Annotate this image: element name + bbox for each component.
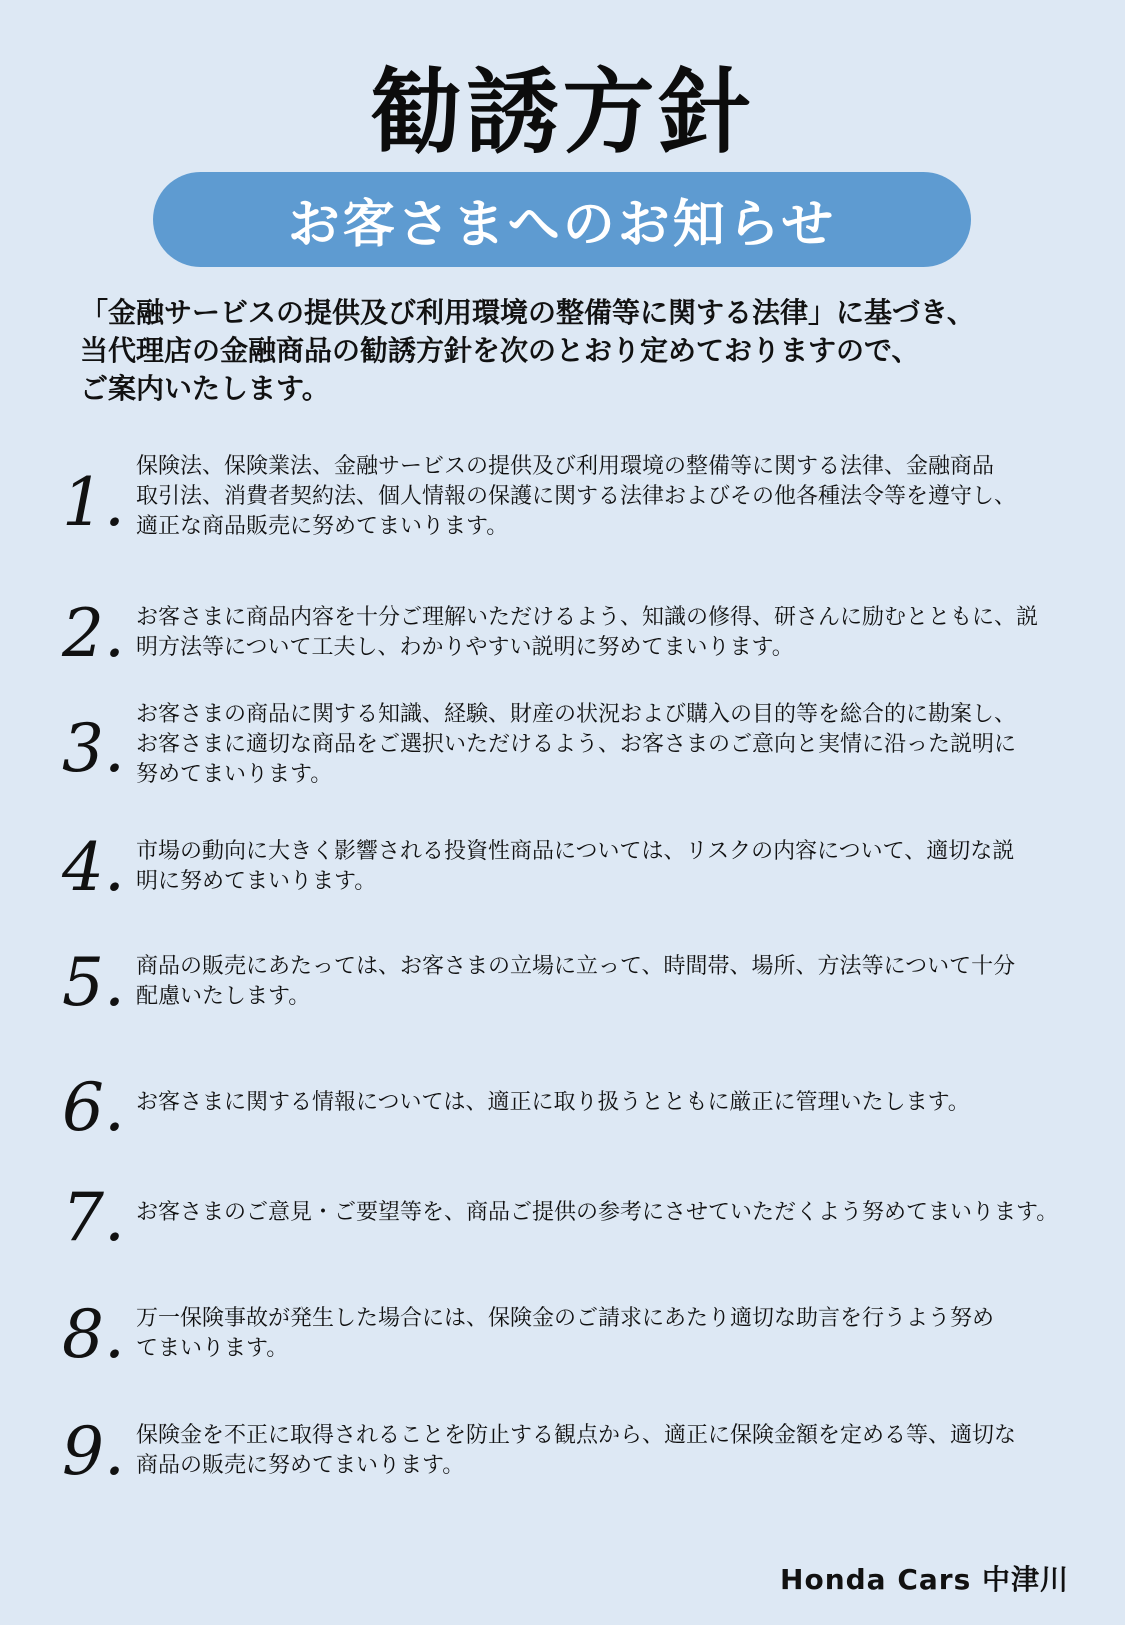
policy-item-text <box>136 952 1102 1012</box>
policy-item-number: 8. <box>62 1296 125 1373</box>
policy-item-text <box>136 1304 1102 1364</box>
policy-item-line: お客さまのご意見・ご要望等を、商品ご提供の参考にさせていただくよう努めてまいります。 <box>136 1200 1059 1225</box>
policy-item-number: 7. <box>62 1179 125 1256</box>
policy-item-line: 配慮いたします。 <box>136 984 311 1009</box>
policy-item-line: 保険法、保険業法、金融サービスの提供及び利用環境の整備等に関する法律、金融商品 <box>136 454 995 479</box>
policy-item-line: お客さまに商品内容を十分ご理解いただけるよう、知識の修得、研さんに励むとともに、説 <box>136 605 1039 630</box>
page-title: 勧誘方針 <box>370 59 755 166</box>
policy-item-text <box>136 603 1102 663</box>
policy-item-line: 商品の販売にあたっては、お客さまの立場に立って、時間帯、場所、方法等について十分 <box>136 954 1016 979</box>
policy-item-line: 適正な商品販売に努めてまいります。 <box>136 514 509 539</box>
policy-item-number: 3. <box>62 710 125 787</box>
dealer-name: Honda Cars 中津川 <box>780 1563 1069 1596</box>
policy-item-number: 9. <box>62 1413 125 1490</box>
policy-item-number: 4. <box>62 829 125 906</box>
policy-item-line: 努めてまいります。 <box>136 762 333 787</box>
intro-line: ご案内いたします。 <box>80 372 330 405</box>
policy-item-line: 保険金を不正に取得されることを防止する観点から、適正に保険金額を定める等、適切な <box>136 1423 1017 1448</box>
policy-item-line: お客さまに適切な商品をご選択いただけるよう、お客さまのご意向と実情に沿った説明に <box>136 732 1017 757</box>
intro-paragraph <box>80 294 1100 408</box>
policy-item-line: 商品の販売に努めてまいります。 <box>136 1453 465 1478</box>
policy-item-number: 2. <box>62 595 125 672</box>
policy-item-text <box>136 837 1102 897</box>
policy-item-text <box>136 1198 1102 1228</box>
policy-item-text <box>136 452 1102 542</box>
notice-banner-label: お客さまへのお知らせ <box>287 195 837 255</box>
policy-item-line: 市場の動向に大きく影響される投資性商品については、リスクの内容について、適切な説 <box>136 839 1015 864</box>
notice-banner <box>153 172 971 267</box>
policy-item-line: 明に努めてまいります。 <box>136 869 377 894</box>
policy-item-line: 明方法等について工夫し、わかりやすい説明に努めてまいります。 <box>136 635 794 660</box>
intro-line: 当代理店の金融商品の勧誘方針を次のとおり定めておりますので、 <box>80 334 920 367</box>
intro-line: 「金融サービスの提供及び利用環境の整備等に関する法律」に基づき、 <box>80 296 975 329</box>
policy-item-line: 取引法、消費者契約法、個人情報の保護に関する法律およびその他各種法令等を遵守し、 <box>136 484 1017 509</box>
policy-item-number: 1. <box>62 464 125 541</box>
policy-item-text <box>136 700 1102 790</box>
policy-item-line: お客さまの商品に関する知識、経験、財産の状況および購入の目的等を総合的に勘案し、 <box>136 702 1017 727</box>
policy-item-number: 5. <box>62 944 125 1021</box>
policy-item-line: てまいります。 <box>136 1336 289 1361</box>
policy-item-text <box>136 1421 1102 1481</box>
policy-item-text <box>136 1088 1102 1118</box>
policy-item-number: 6. <box>62 1069 125 1146</box>
policy-item-line: 万一保険事故が発生した場合には、保険金のご請求にあたり適切な助言を行うよう努め <box>136 1306 995 1331</box>
policy-item-line: お客さまに関する情報については、適正に取り扱うとともに厳正に管理いたします。 <box>136 1090 970 1115</box>
